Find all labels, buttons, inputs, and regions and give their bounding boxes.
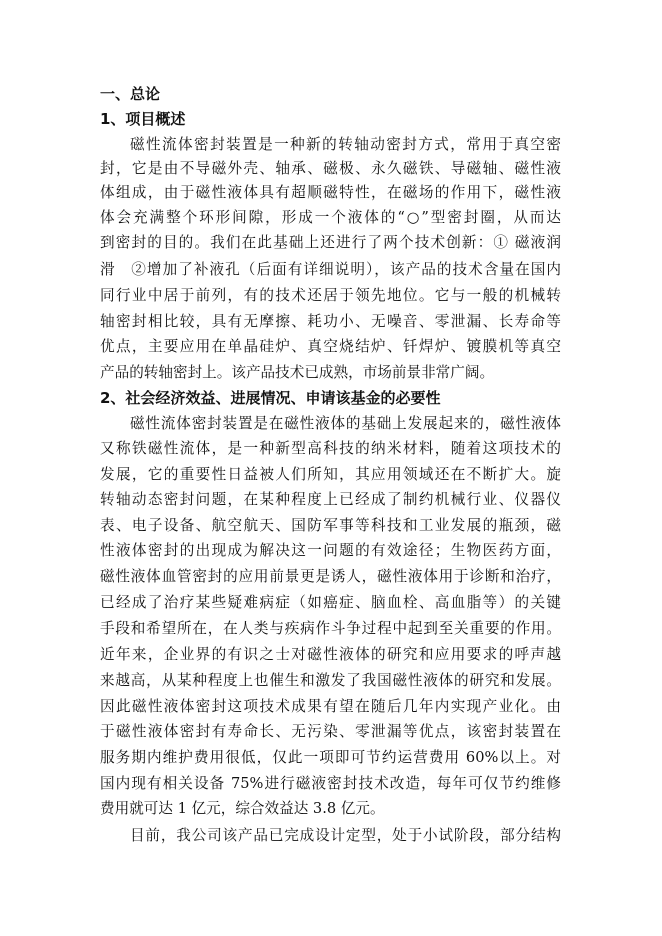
section-title: 一、总论 [100, 85, 161, 103]
paragraph-2-line: 表、电子设备、航空航天、国防军事等科技和工业发展的瓶颈，磁 [100, 517, 561, 534]
paragraph-1-line: 滑 ②增加了补液孔（后面有详细说明），该产品的技术含量在国内 [100, 261, 561, 278]
paragraph-2-line: 近年来，企业界的有识之士对磁性液体的研究和应用要求的呼声越 [100, 646, 561, 663]
paragraph-2-line: 又称铁磁性流体，是一种新型高科技的纳米材料，随着这项技术的 [100, 440, 561, 457]
paragraph-2-line: 于磁性液体密封有寿命长、无污染、零泄漏等优点，该密封装置在 [100, 723, 561, 740]
paragraph-2-line: 转轴动态密封问题，在某种程度上已经成了制约机械行业、仪器仪 [100, 491, 561, 508]
paragraph-1-line: 磁性流体密封装置是一种新的转轴动密封方式，常用于真空密 [130, 136, 561, 153]
paragraph-1-line: 轴密封相比较，具有无摩擦、耗功小、无噪音、零泄漏、长寿命等 [100, 313, 561, 330]
subsection-2-title: 2、社会经济效益、进展情况、申请该基金的必要性 [100, 389, 441, 407]
paragraph-2-line: 手段和希望所在，在人类与疾病作斗争过程中起到至关重要的作用。 [100, 620, 561, 637]
paragraph-1-line: 到密封的目的。我们在此基础上还进行了两个技术创新：① 磁液润 [100, 234, 561, 251]
paragraph-1-line: 产品的转轴密封上。该产品技术已成熟，市场前景非常广阔。 [100, 364, 495, 381]
paragraph-2-line: 服务期内维护费用很低，仅此一项即可节约运营费用 60%以上。对 [100, 749, 561, 766]
paragraph-1-line: 体会充满整个环形间隙，形成一个液体的“○”型密封圈，从而达 [100, 209, 561, 226]
paragraph-2-line: 性液体密封的出现成为解决这一问题的有效途径；生物医药方面， [100, 542, 561, 559]
paragraph-2-line: 来越高，从某种程度上也催生和激发了我国磁性液体的研究和发展。 [100, 672, 561, 689]
paragraph-3-line: 目前，我公司该产品已完成设计定型，处于小试阶段，部分结构 [130, 827, 561, 844]
paragraph-2-line: 已经成了治疗某些疑难病症（如癌症、脑血栓、高血脂等）的关键 [100, 594, 561, 611]
paragraph-2-line: 磁性流体密封装置是在磁性液体的基础上发展起来的，磁性液体 [130, 415, 561, 432]
paragraph-2-line: 国内现有相关设备 75%进行磁液密封技术改造，每年可仅节约维修 [100, 775, 561, 792]
paragraph-2-line: 因此磁性液体密封这项技术成果有望在随后几年内实现产业化。由 [100, 698, 561, 715]
paragraph-1-line: 同行业中居于前列，有的技术还居于领先地位。它与一般的机械转 [100, 287, 561, 304]
paragraph-2-line: 磁性液体血管密封的应用前景更是诱人，磁性液体用于诊断和治疗， [100, 568, 561, 585]
subsection-1-title: 1、项目概述 [100, 110, 186, 128]
paragraph-2-line: 费用就可达 1 亿元，综合效益达 3.8 亿元。 [100, 800, 385, 817]
paragraph-2-line: 发展，它的重要性日益被人们所知，其应用领域还在不断扩大。旋 [100, 466, 561, 483]
paragraph-1-line: 优点，主要应用在单晶硅炉、真空烧结炉、钎焊炉、镀膜机等真空 [100, 338, 561, 355]
paragraph-1-line: 体组成，由于磁性液体具有超顺磁特性，在磁场的作用下，磁性液 [100, 184, 561, 201]
paragraph-1-line: 封，它是由不导磁外壳、轴承、磁极、永久磁铁、导磁轴、磁性液 [100, 160, 561, 177]
